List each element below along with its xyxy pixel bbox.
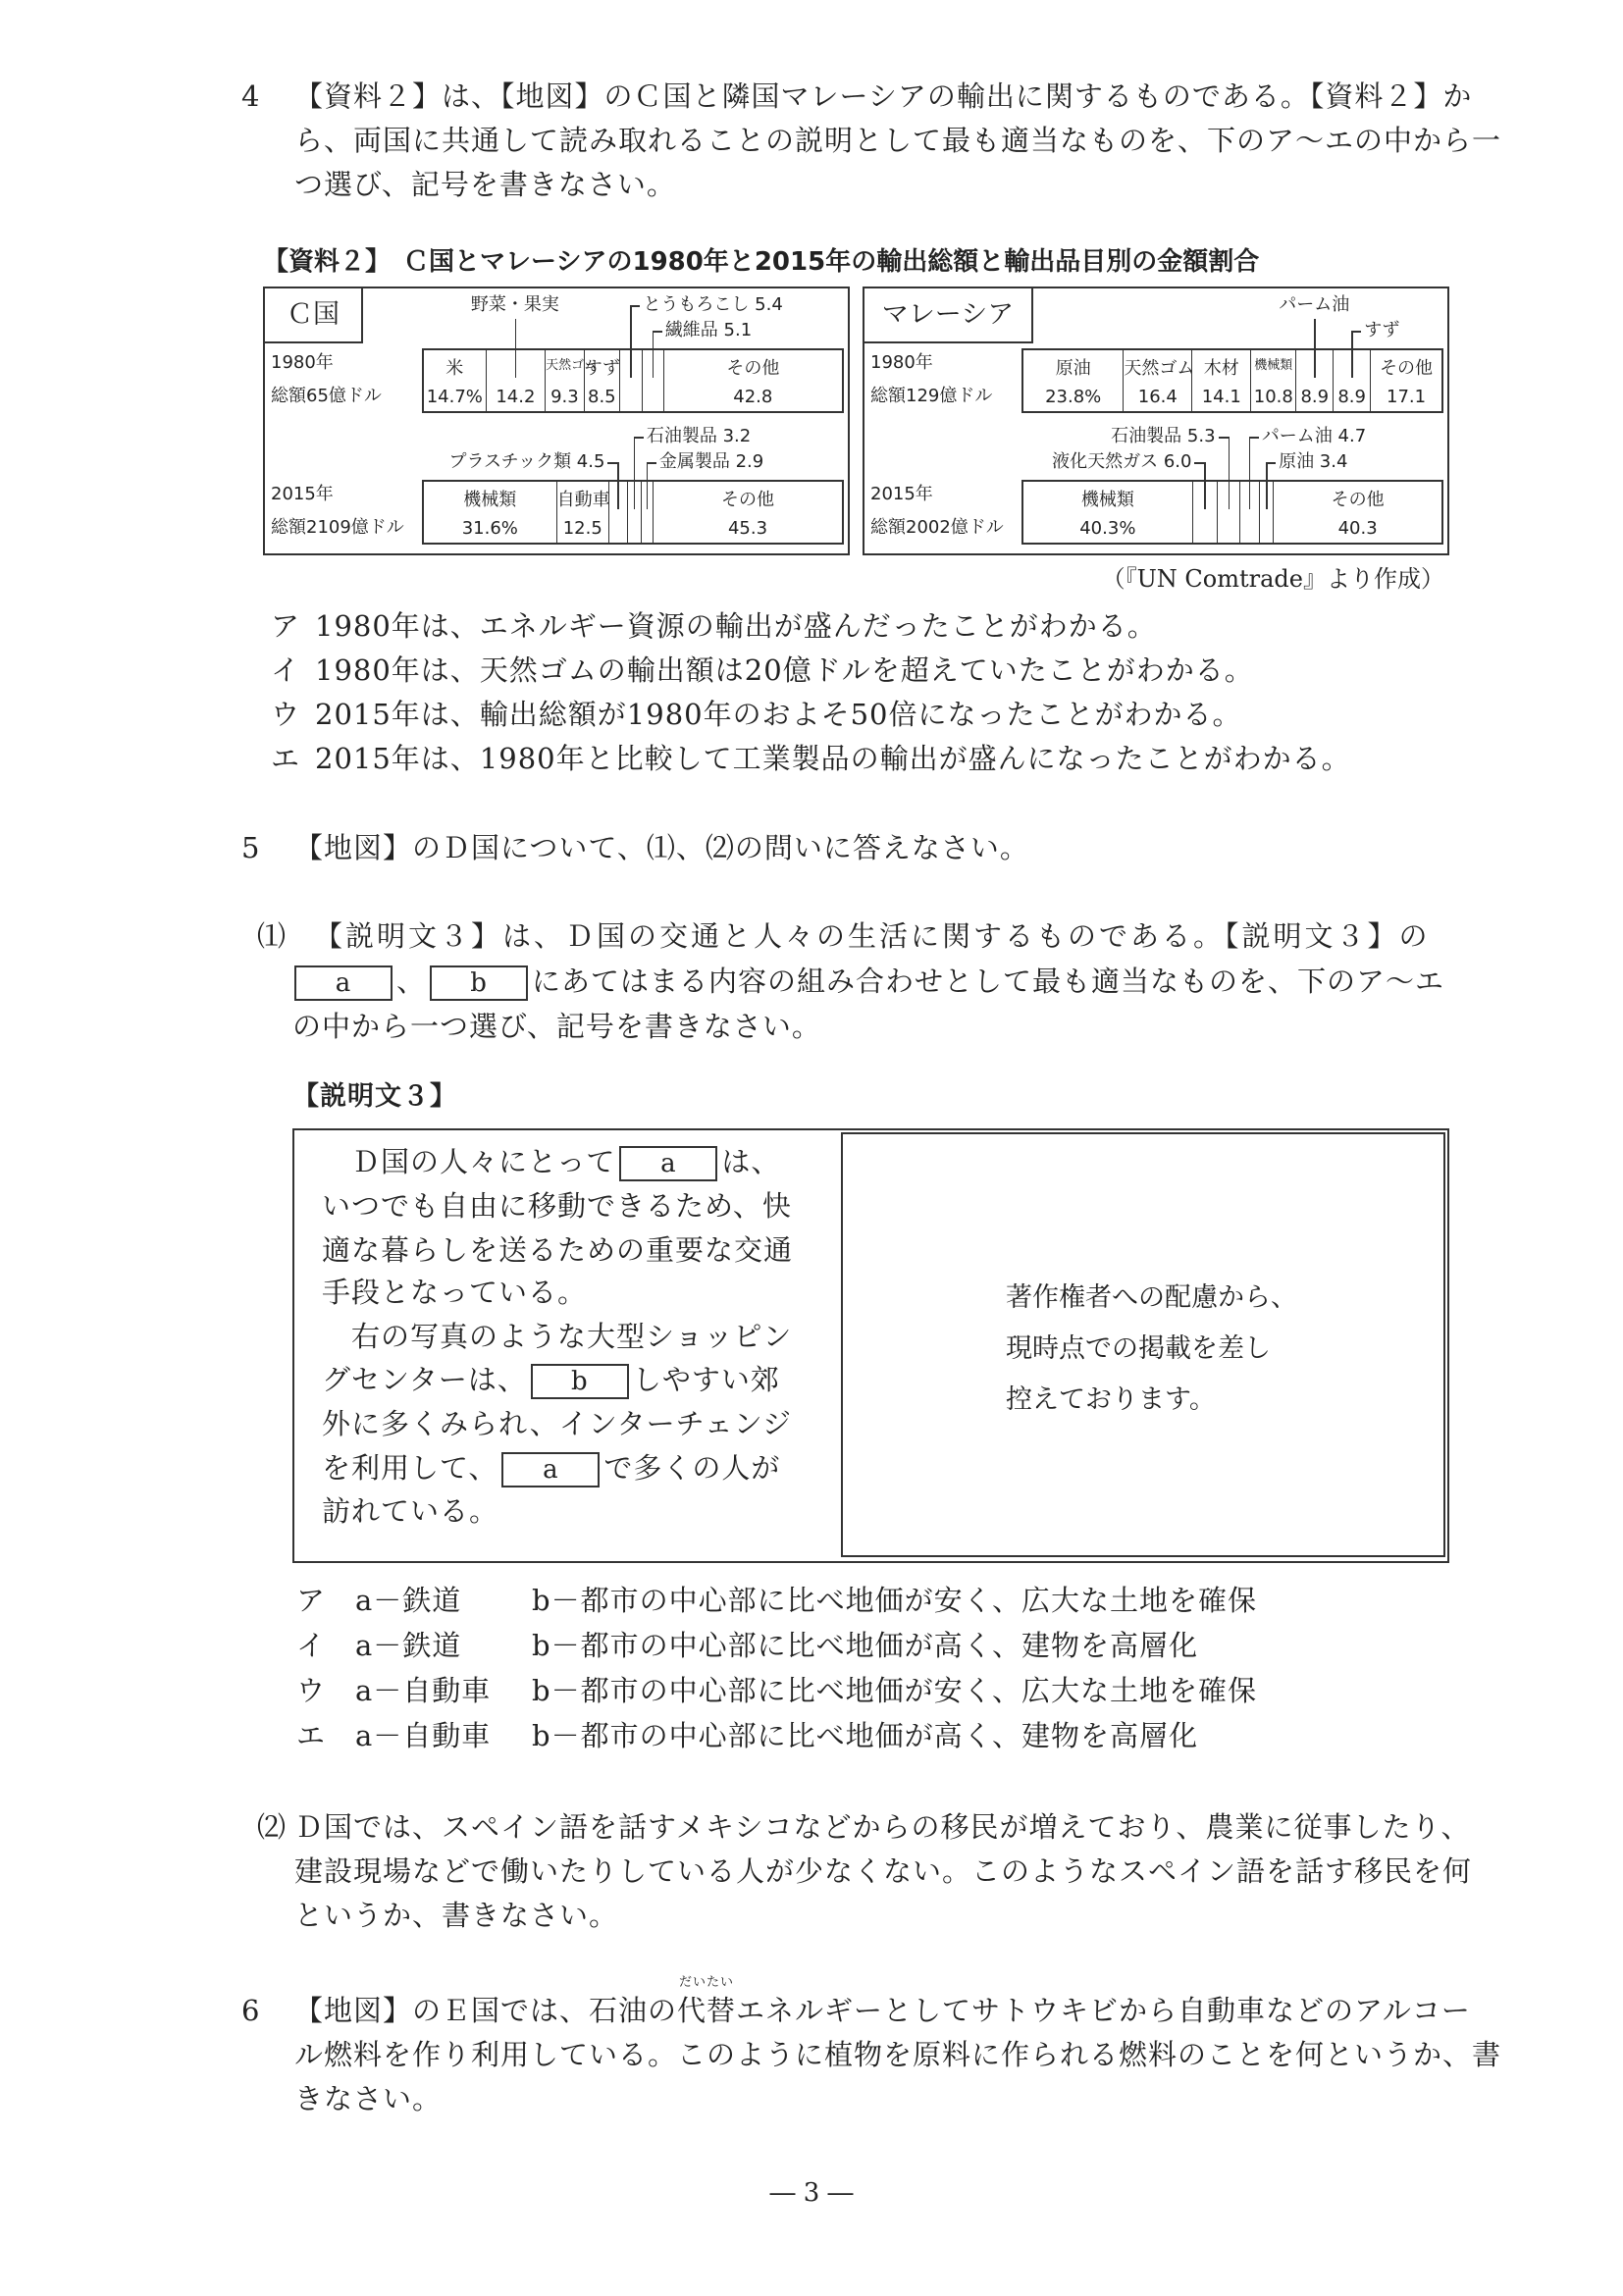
leader-line [1314, 319, 1316, 378]
leader-label: 石油製品 3.2 [646, 426, 752, 446]
question-5-2-number: ⑵ [257, 1810, 287, 1844]
leader-line [647, 462, 656, 464]
photo-notice-line: 現時点での掲載を差し [1006, 1333, 1271, 1364]
segment-label: 天然ゴム [1124, 358, 1195, 379]
segment-value: 14.1 [1201, 387, 1241, 407]
leader-line [1204, 462, 1206, 509]
text: しやすい郊 [632, 1363, 780, 1396]
leader-label: パーム油 [1279, 294, 1350, 315]
choice-mark: エ [296, 1719, 327, 1752]
choice-text: 1980年は、天然ゴムの輸出額は20億ドルを超えていたことがわかる。 [315, 653, 1254, 687]
segment-label: 自動車 [556, 490, 610, 510]
segment-value: 14.7% [426, 387, 483, 407]
leader-line [630, 305, 640, 307]
choice-b: b－都市の中心部に比べ地価が高く、建物を高層化 [532, 1719, 1198, 1752]
choice-mark: ウ [271, 698, 301, 731]
question-5-1-number: ⑴ [257, 919, 287, 953]
stacked-bar [422, 348, 844, 413]
text: エネルギーとしてサトウキビから自動車などのアルコー [736, 1994, 1471, 2027]
explanation-line: いつでも自由に移動できるため、快 [322, 1189, 792, 1223]
explanation-line: 訪れている。 [322, 1494, 499, 1528]
explanation-line: 右の写真のような大型ショッピン [351, 1320, 793, 1353]
country-name: Ｃ国 [263, 287, 363, 343]
segment-label: 機械類 [1080, 490, 1134, 510]
leader-line [1219, 437, 1229, 439]
question-5-2-text-line: というか、書きなさい。 [294, 1899, 619, 1932]
segment-value: 9.3 [550, 387, 579, 407]
text: 代替 [677, 1994, 737, 2027]
segment-value: 16.4 [1137, 387, 1178, 407]
leader-line [1249, 437, 1259, 439]
leader-label: 繊維品 5.1 [664, 320, 753, 340]
stacked-bar [1021, 348, 1443, 413]
choice-item [296, 1628, 1198, 1663]
choice-mark: ウ [296, 1674, 327, 1707]
leader-label: 野菜・果実 [470, 294, 559, 315]
question-5-number: 5 [241, 831, 260, 864]
segment-label: 機械類 [463, 490, 517, 510]
text: を利用して、 [322, 1451, 498, 1485]
segment-label: 木材 [1203, 358, 1239, 379]
bar-segment [424, 482, 556, 543]
photo-notice-line: 控えております。 [1006, 1384, 1216, 1415]
chart-title: 【資料２】 Ｃ国とマレーシアの1980年と2015年の輸出総額と輸出品目別の金額割合 [263, 247, 1260, 277]
leader-line [1266, 462, 1268, 509]
segment-label: 米 [445, 358, 464, 379]
segment-value: 23.8% [1045, 387, 1102, 407]
question-5-intro: 【地図】のＤ国について、⑴、⑵の問いに答えなさい。 [294, 831, 1029, 864]
choice-b: b－都市の中心部に比べ地価が安く、広大な土地を確保 [532, 1674, 1257, 1707]
explanation-line: 手段となっている。 [322, 1276, 588, 1309]
choice-mark: ア [271, 609, 301, 643]
choice-b: b－都市の中心部に比べ地価が高く、建物を高層化 [532, 1629, 1198, 1662]
chart-source: （『UN Comtrade』より作成） [1101, 565, 1444, 593]
leader-label: とうもろこし 5.4 [643, 294, 783, 315]
bar-segment [556, 482, 608, 543]
segment-value: 17.1 [1387, 387, 1427, 407]
question-6-text-line: ル燃料を作り利用している。このように植物を原料に作られる燃料のことを何というか、書 [294, 2038, 1502, 2071]
leader-line [617, 462, 619, 509]
country-name: マレーシア [863, 287, 1033, 343]
leader-line [1266, 462, 1276, 464]
choice-item [296, 1718, 1198, 1753]
leader-label: 石油製品 5.3 [1111, 426, 1216, 446]
segment-label: 天然ゴム [546, 358, 598, 373]
choice-text: 2015年は、輸出総額が1980年のおよそ50倍になったことがわかる。 [315, 698, 1242, 731]
bar-segment [1370, 350, 1441, 411]
choice-item [271, 697, 1242, 732]
text: で多くの人が [603, 1451, 781, 1485]
explanation-line [322, 1362, 780, 1399]
segment-label: その他 [1331, 490, 1385, 510]
bar-segment [1250, 350, 1295, 411]
segment-value: 12.5 [562, 518, 602, 539]
leader-line [1351, 331, 1353, 378]
segment-value: 40.3% [1079, 518, 1136, 539]
leader-line [630, 305, 632, 378]
question-6-text-line [294, 1975, 1471, 2028]
choice-item [271, 652, 1254, 688]
choice-mark: イ [271, 653, 301, 687]
segment-label: その他 [1380, 358, 1434, 379]
text: Ｄ国の人々にとって [351, 1145, 616, 1178]
row-total: 総額2002億ドル [870, 517, 1004, 538]
explanation-line: 適な暮らしを送るための重要な交通 [322, 1233, 794, 1267]
leader-line [515, 319, 517, 378]
choice-item [271, 741, 1351, 776]
leader-line [1229, 437, 1230, 509]
choice-item [296, 1673, 1257, 1708]
choice-item [271, 608, 1157, 644]
bar-segment [1023, 350, 1123, 411]
choice-item [296, 1583, 1257, 1618]
choice-mark: エ [271, 742, 301, 775]
chart-c-country [263, 287, 850, 555]
leader-line [1194, 462, 1204, 464]
question-4-text-line: 【資料２】は、【地図】のＣ国と隣国マレーシアの輸出に関するものである。【資料２】か [294, 79, 1473, 113]
row-total: 総額129億ドル [870, 386, 993, 406]
page-number: ― 3 ― [769, 2178, 854, 2208]
leader-line [1249, 437, 1251, 509]
text: グセンターは、 [322, 1363, 527, 1396]
bar-segment [653, 482, 842, 543]
leader-line [647, 462, 649, 509]
question-5-1-text-line: 【説明文３】は、Ｄ国の交通と人々の生活に関するものである。【説明文３】の [314, 919, 1431, 953]
segment-value: 31.6% [461, 518, 518, 539]
choice-text: 2015年は、1980年と比較して工業製品の輸出が盛んになったことがわかる。 [315, 742, 1351, 775]
leader-line [653, 331, 654, 378]
row-total: 総額2109億ドル [271, 517, 404, 538]
choice-a: a－鉄道 [355, 1629, 462, 1662]
answer-box-b: b [430, 965, 528, 1001]
question-5-2-text-line: 建設現場などで働いたりしている人が少なくない。このようなスペイン語を話す移民を何 [294, 1854, 1473, 1888]
bar-segment [545, 350, 598, 411]
segment-label: その他 [721, 490, 774, 510]
bar-segment [1273, 482, 1441, 543]
leader-label: パーム油 4.7 [1261, 426, 1367, 446]
photo-notice-line: 著作権者への配慮から、 [1006, 1282, 1297, 1313]
question-4-number: 4 [241, 79, 260, 113]
blank-box-b: b [531, 1364, 629, 1399]
choice-b: b－都市の中心部に比べ地価が安く、広大な土地を確保 [532, 1584, 1257, 1617]
choice-a: a－自動車 [355, 1674, 492, 1707]
row-year: 1980年 [870, 352, 933, 373]
bar-segment [584, 350, 619, 411]
leader-line [653, 331, 662, 333]
question-4-text-line: つ選び、記号を書きなさい。 [294, 168, 676, 201]
choice-mark: ア [296, 1584, 327, 1617]
row-year: 2015年 [271, 484, 334, 504]
bar-segment [663, 350, 842, 411]
explanation-line [351, 1144, 780, 1181]
choice-a: a－自動車 [355, 1719, 492, 1752]
bar-segment [1123, 350, 1195, 411]
segment-label: すず [584, 358, 620, 379]
leader-label: すず [1364, 320, 1400, 340]
question-5-1-text-line: の中から一つ選び、記号を書きなさい。 [292, 1010, 821, 1043]
question-6-number: 6 [241, 1994, 260, 2027]
explanation-3-heading: 【説明文３】 [292, 1081, 457, 1112]
question-5-1-text: にあてはまる内容の組み合わせとして最も適当なものを、下のア～エ [532, 965, 1445, 998]
question-5-1-text-line [290, 964, 1444, 1001]
leader-label: 金属製品 2.9 [658, 451, 764, 472]
leader-label: 液化天然ガス 6.0 [1052, 451, 1192, 472]
choice-a: a－鉄道 [355, 1584, 462, 1617]
segment-label: 機械類 [1254, 358, 1293, 373]
stacked-bar [1021, 480, 1443, 545]
question-5-2-text-line: Ｄ国では、スペイン語を話すメキシコなどからの移民が増えており、農業に従事したり、 [294, 1810, 1471, 1844]
segment-label: 原油 [1055, 358, 1091, 379]
row-year: 1980年 [271, 352, 334, 373]
segment-value: 8.5 [588, 387, 616, 407]
blank-box-a: a [501, 1452, 600, 1487]
leader-label: 原油 3.4 [1279, 451, 1348, 472]
explanation-line: 外に多くみられ、インターチェンジ [322, 1407, 792, 1440]
leader-line [634, 437, 644, 439]
segment-value: 8.9 [1337, 387, 1366, 407]
text: は、 [721, 1145, 781, 1178]
text: 【地図】のＥ国では、石油の [294, 1994, 678, 2027]
leader-line [634, 437, 636, 509]
chart-malaysia [863, 287, 1449, 555]
segment-value: 45.3 [727, 518, 768, 539]
bar-segment [1023, 482, 1192, 543]
segment-value: 42.8 [733, 387, 773, 407]
explanation-line [322, 1450, 780, 1487]
segment-value: 14.2 [496, 387, 536, 407]
segment-label: その他 [726, 358, 780, 379]
furigana: だいたい [679, 1975, 735, 1990]
blank-box-a: a [619, 1146, 717, 1181]
bar-segment [424, 350, 486, 411]
segment-value: 10.8 [1253, 387, 1293, 407]
row-total: 総額65億ドル [271, 386, 382, 406]
question-6-text-line: きなさい。 [294, 2082, 443, 2115]
choice-mark: イ [296, 1629, 327, 1662]
choice-text: 1980年は、エネルギー資源の輸出が盛んだったことがわかる。 [315, 609, 1157, 643]
segment-value: 8.9 [1300, 387, 1330, 407]
answer-box-a: a [294, 965, 393, 1001]
row-year: 2015年 [870, 484, 933, 504]
leader-label: プラスチック類 4.5 [448, 451, 605, 472]
separator: 、 [396, 965, 427, 998]
leader-line [607, 462, 617, 464]
leader-line [1351, 331, 1361, 333]
bar-segment [1191, 350, 1250, 411]
question-4-text-line: ら、両国に共通して読み取れることの説明として最も適当なものを、下のア～エの中から一 [294, 124, 1502, 157]
segment-value: 40.3 [1337, 518, 1378, 539]
